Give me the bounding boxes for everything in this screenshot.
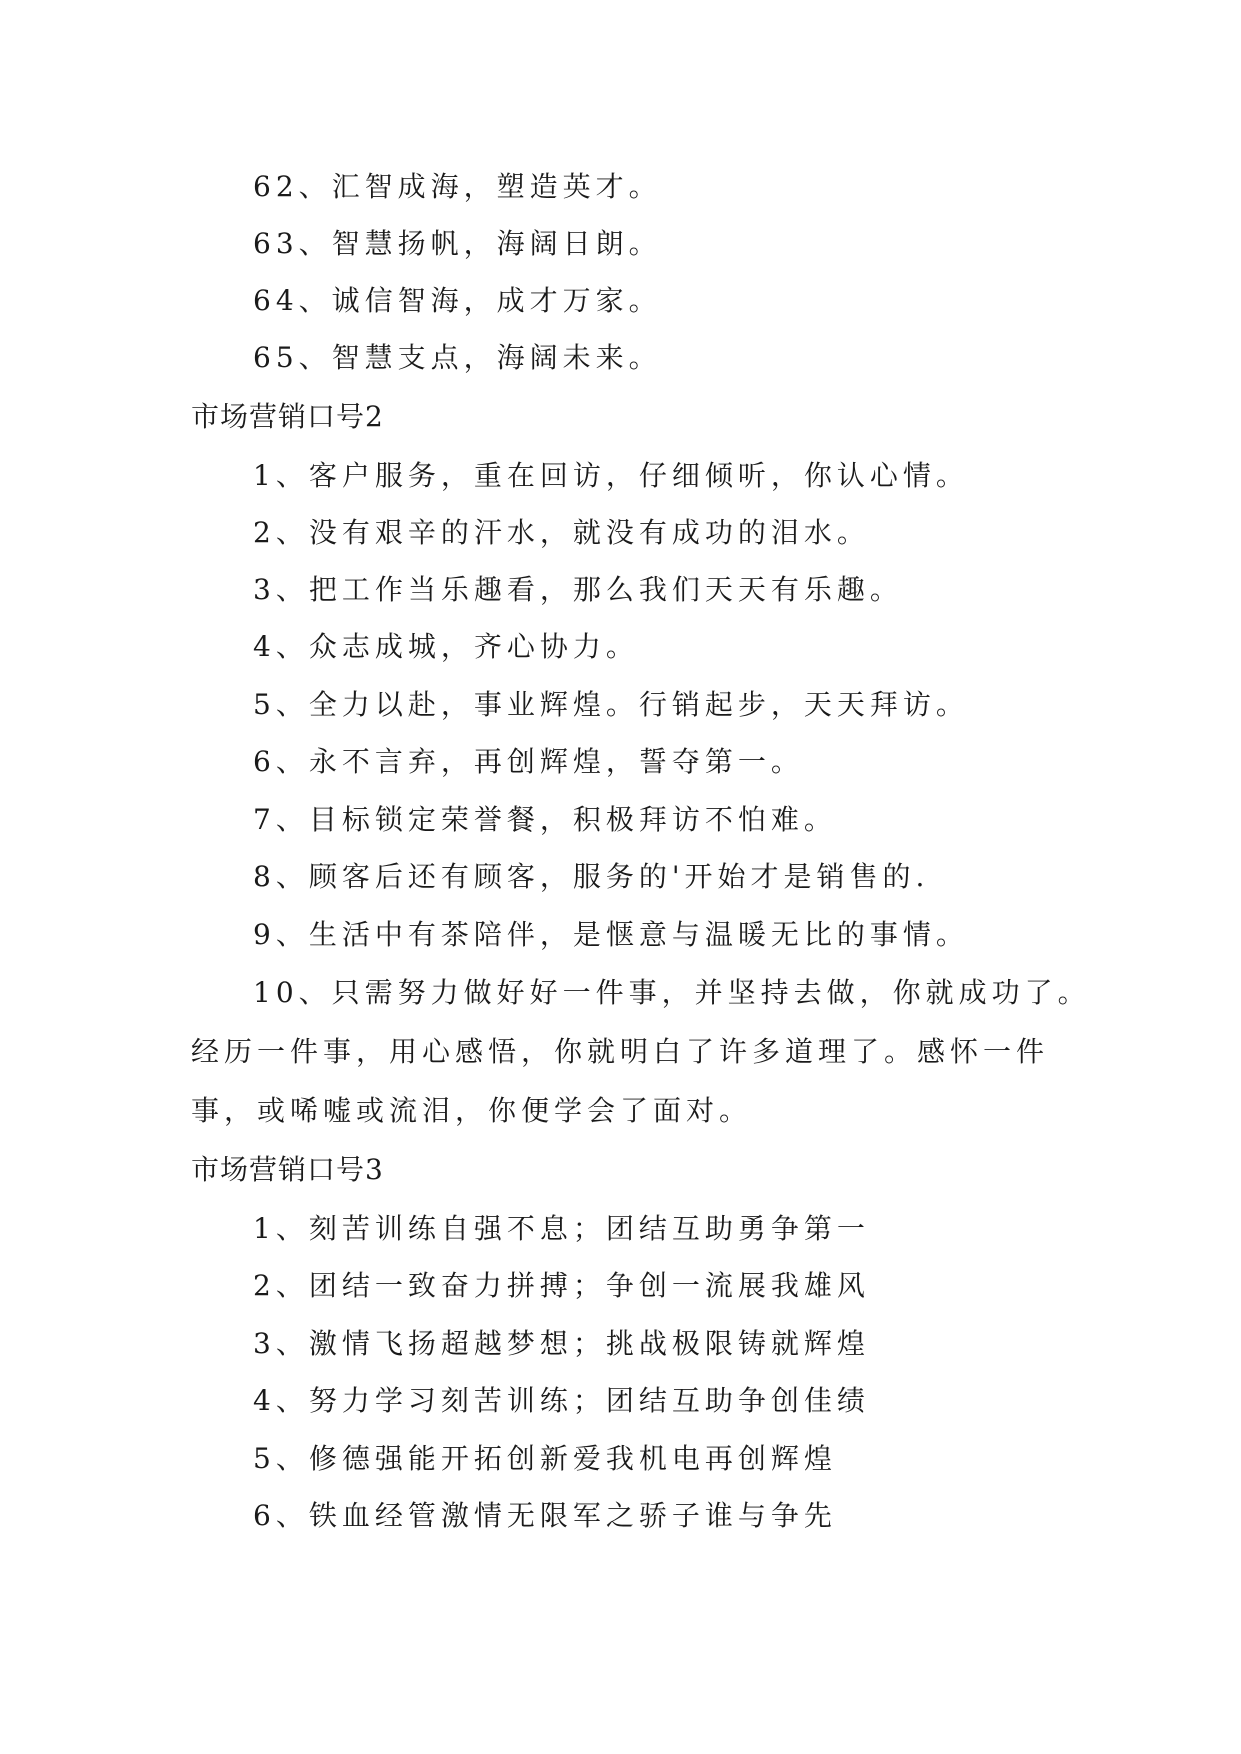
list-item: 2、团结一致奋力拼搏；争创一流展我雄风 [253, 1269, 870, 1302]
section-heading-3: 市场营销口号3 [191, 1153, 384, 1186]
list-item: 8、顾客后还有顾客，服务的'开始才是销售的. [253, 860, 930, 893]
paragraph-line: 事，或唏嘘或流泪，你便学会了面对。 [191, 1094, 753, 1127]
list-item: 6、铁血经管激情无限军之骄子谁与争先 [253, 1499, 837, 1532]
paragraph-line: 经历一件事，用心感悟，你就明白了许多道理了。感怀一件 [191, 1035, 1050, 1068]
list-item: 7、目标锁定荣誉餐，积极拜访不怕难。 [253, 803, 837, 836]
list-item: 9、生活中有茶陪伴，是惬意与温暖无比的事情。 [253, 918, 969, 951]
list-item: 1、客户服务，重在回访，仔细倾听，你认心情。 [253, 459, 969, 492]
list-item: 4、努力学习刻苦训练；团结互助争创佳绩 [253, 1384, 870, 1417]
list-item: 4、众志成城，齐心协力。 [253, 630, 639, 663]
list-item: 65、智慧支点，海阔未来。 [253, 341, 662, 374]
list-item: 5、全力以赴，事业辉煌。行销起步，天天拜访。 [253, 688, 969, 721]
list-item: 5、修德强能开拓创新爱我机电再创辉煌 [253, 1442, 837, 1475]
list-item: 6、永不言弃，再创辉煌，誓夺第一。 [253, 745, 804, 778]
section-heading-2: 市场营销口号2 [191, 400, 384, 433]
list-item: 63、智慧扬帆，海阔日朗。 [253, 227, 662, 260]
list-item: 2、没有艰辛的汗水，就没有成功的泪水。 [253, 516, 870, 549]
list-item: 64、诚信智海，成才万家。 [253, 284, 662, 317]
paragraph-line: 10、只需努力做好好一件事，并坚持去做，你就成功了。 [253, 976, 1091, 1009]
list-item: 62、汇智成海，塑造英才。 [253, 170, 662, 203]
list-item: 1、刻苦训练自强不息；团结互助勇争第一 [253, 1212, 870, 1245]
list-item: 3、把工作当乐趣看，那么我们天天有乐趣。 [253, 573, 903, 606]
list-item: 3、激情飞扬超越梦想；挑战极限铸就辉煌 [253, 1327, 870, 1360]
